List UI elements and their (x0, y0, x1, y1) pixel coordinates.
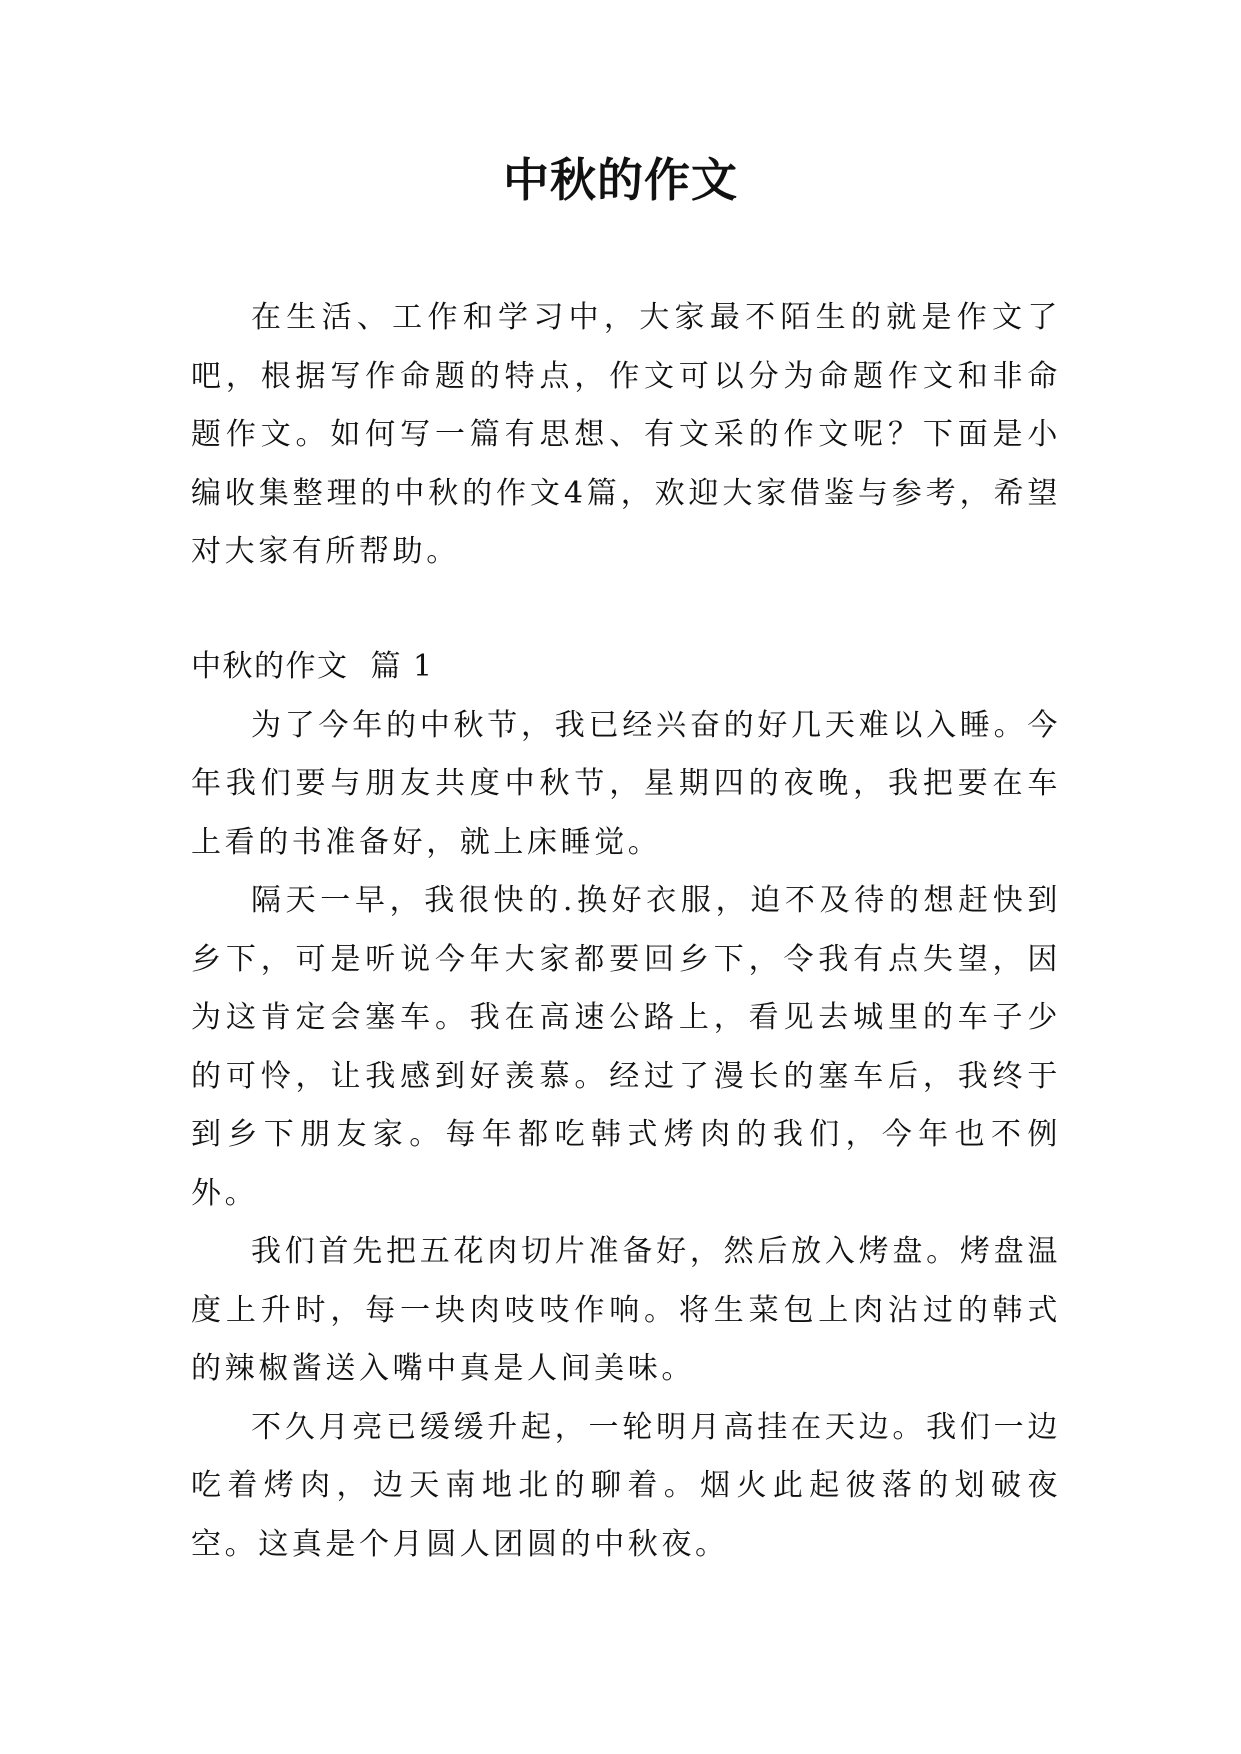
article-paragraph-2: 隔天一早，我很快的.换好衣服，迫不及待的想赶快到乡下，可是听说今年大家都要回乡下，令我有点失望，因为这肯定会塞车。我在高速公路上，看见去城里的车子少的可怜，让我感到好羡慕。经过了漫长的塞车后，我终于到乡下朋友家。每年都吃韩式烤肉的我们，今年也不例外。 (191, 883, 1061, 1211)
section-heading-title: 中秋的作文 (191, 649, 349, 684)
intro-section (191, 289, 1061, 582)
article-paragraph-3: 我们首先把五花肉切片准备好，然后放入烤盘。烤盘温度上升时，每一块肉吱吱作响。将生菜包上肉沾过的韩式的辣椒酱送入嘴中真是人间美味。 (191, 1234, 1061, 1386)
document-title: 中秋的作文 (503, 153, 738, 207)
intro-paragraph: 在生活、工作和学习中，大家最不陌生的就是作文了吧，根据写作命题的特点，作文可以分为命题作文和非命题作文。如何写一篇有思想、有文采的作文呢？下面是小编收集整理的中秋的作文4篇，欢迎大家借鉴与参考，希望对大家有所帮助。 (191, 300, 1061, 569)
article-section-1 (191, 638, 1061, 1574)
section-heading (191, 638, 1061, 697)
article-paragraph-1: 为了今年的中秋节，我已经兴奋的好几天难以入睡。今年我们要与朋友共度中秋节，星期四的夜晚，我把要在车上看的书准备好，就上床睡觉。 (191, 707, 1061, 860)
article-paragraph-4: 不久月亮已缓缓升起，一轮明月高挂在天边。我们一边吃着烤肉，边天南地北的聊着。烟火此起彼落的划破夜空。这真是个月圆人团圆的中秋夜。 (191, 1409, 1061, 1562)
section-heading-number: 篇 1 (370, 649, 434, 684)
